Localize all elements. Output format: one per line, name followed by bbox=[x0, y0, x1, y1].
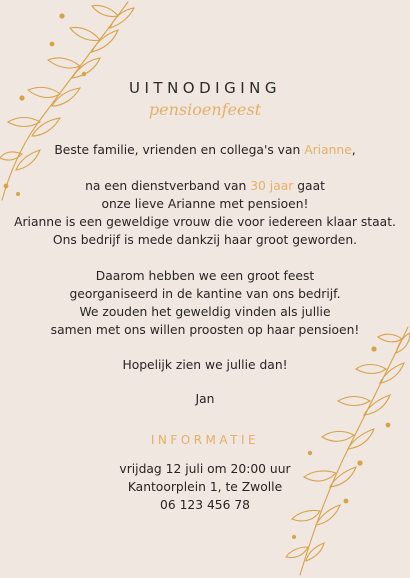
paragraph-line: onze lieve Arianne met pensioen! bbox=[101, 197, 309, 211]
paragraph-line-prefix: na een dienstverband van bbox=[85, 179, 251, 193]
page-subtitle: pensioenfeest bbox=[148, 100, 262, 119]
paragraph-announcement bbox=[0, 177, 410, 249]
years-highlight: 30 jaar bbox=[250, 179, 294, 193]
greeting-suffix: , bbox=[351, 143, 356, 157]
info-heading: INFORMATIE bbox=[150, 433, 260, 447]
paragraph-line-suffix: gaat bbox=[293, 179, 325, 193]
info-phone: 06 123 456 78 bbox=[160, 498, 250, 512]
paragraph-line: Ons bedrijf is mede dankzij haar groot geworden. bbox=[52, 233, 358, 247]
greeting-prefix: Beste familie, vrienden en collega's van bbox=[54, 143, 305, 157]
signature: Jan bbox=[195, 392, 215, 406]
page-title: UITNODIGING bbox=[129, 79, 281, 97]
closing-line: Hopelijk zien we jullie dan! bbox=[122, 358, 288, 372]
paragraph-party bbox=[0, 267, 410, 339]
info-block bbox=[0, 460, 410, 514]
paragraph-line: We zouden het geweldig vinden als jullie bbox=[79, 305, 331, 319]
paragraph-line: samen met ons willen proosten op haar pensioen! bbox=[50, 323, 360, 337]
paragraph-line: Daarom hebben we een groot feest bbox=[95, 269, 315, 283]
paragraph-line: georganiseerd in de kantine van ons bedrijf. bbox=[69, 287, 341, 301]
info-address: Kantoorplein 1, te Zwolle bbox=[127, 480, 283, 494]
paragraph-line bbox=[0, 177, 410, 195]
paragraph-line: Arianne is een geweldige vrouw die voor iedereen klaar staat. bbox=[14, 215, 396, 229]
greeting bbox=[0, 141, 410, 159]
info-date: vrijdag 12 juli om 20:00 uur bbox=[119, 462, 291, 476]
greeting-name: Arianne bbox=[304, 143, 352, 157]
invitation-content bbox=[0, 78, 410, 514]
